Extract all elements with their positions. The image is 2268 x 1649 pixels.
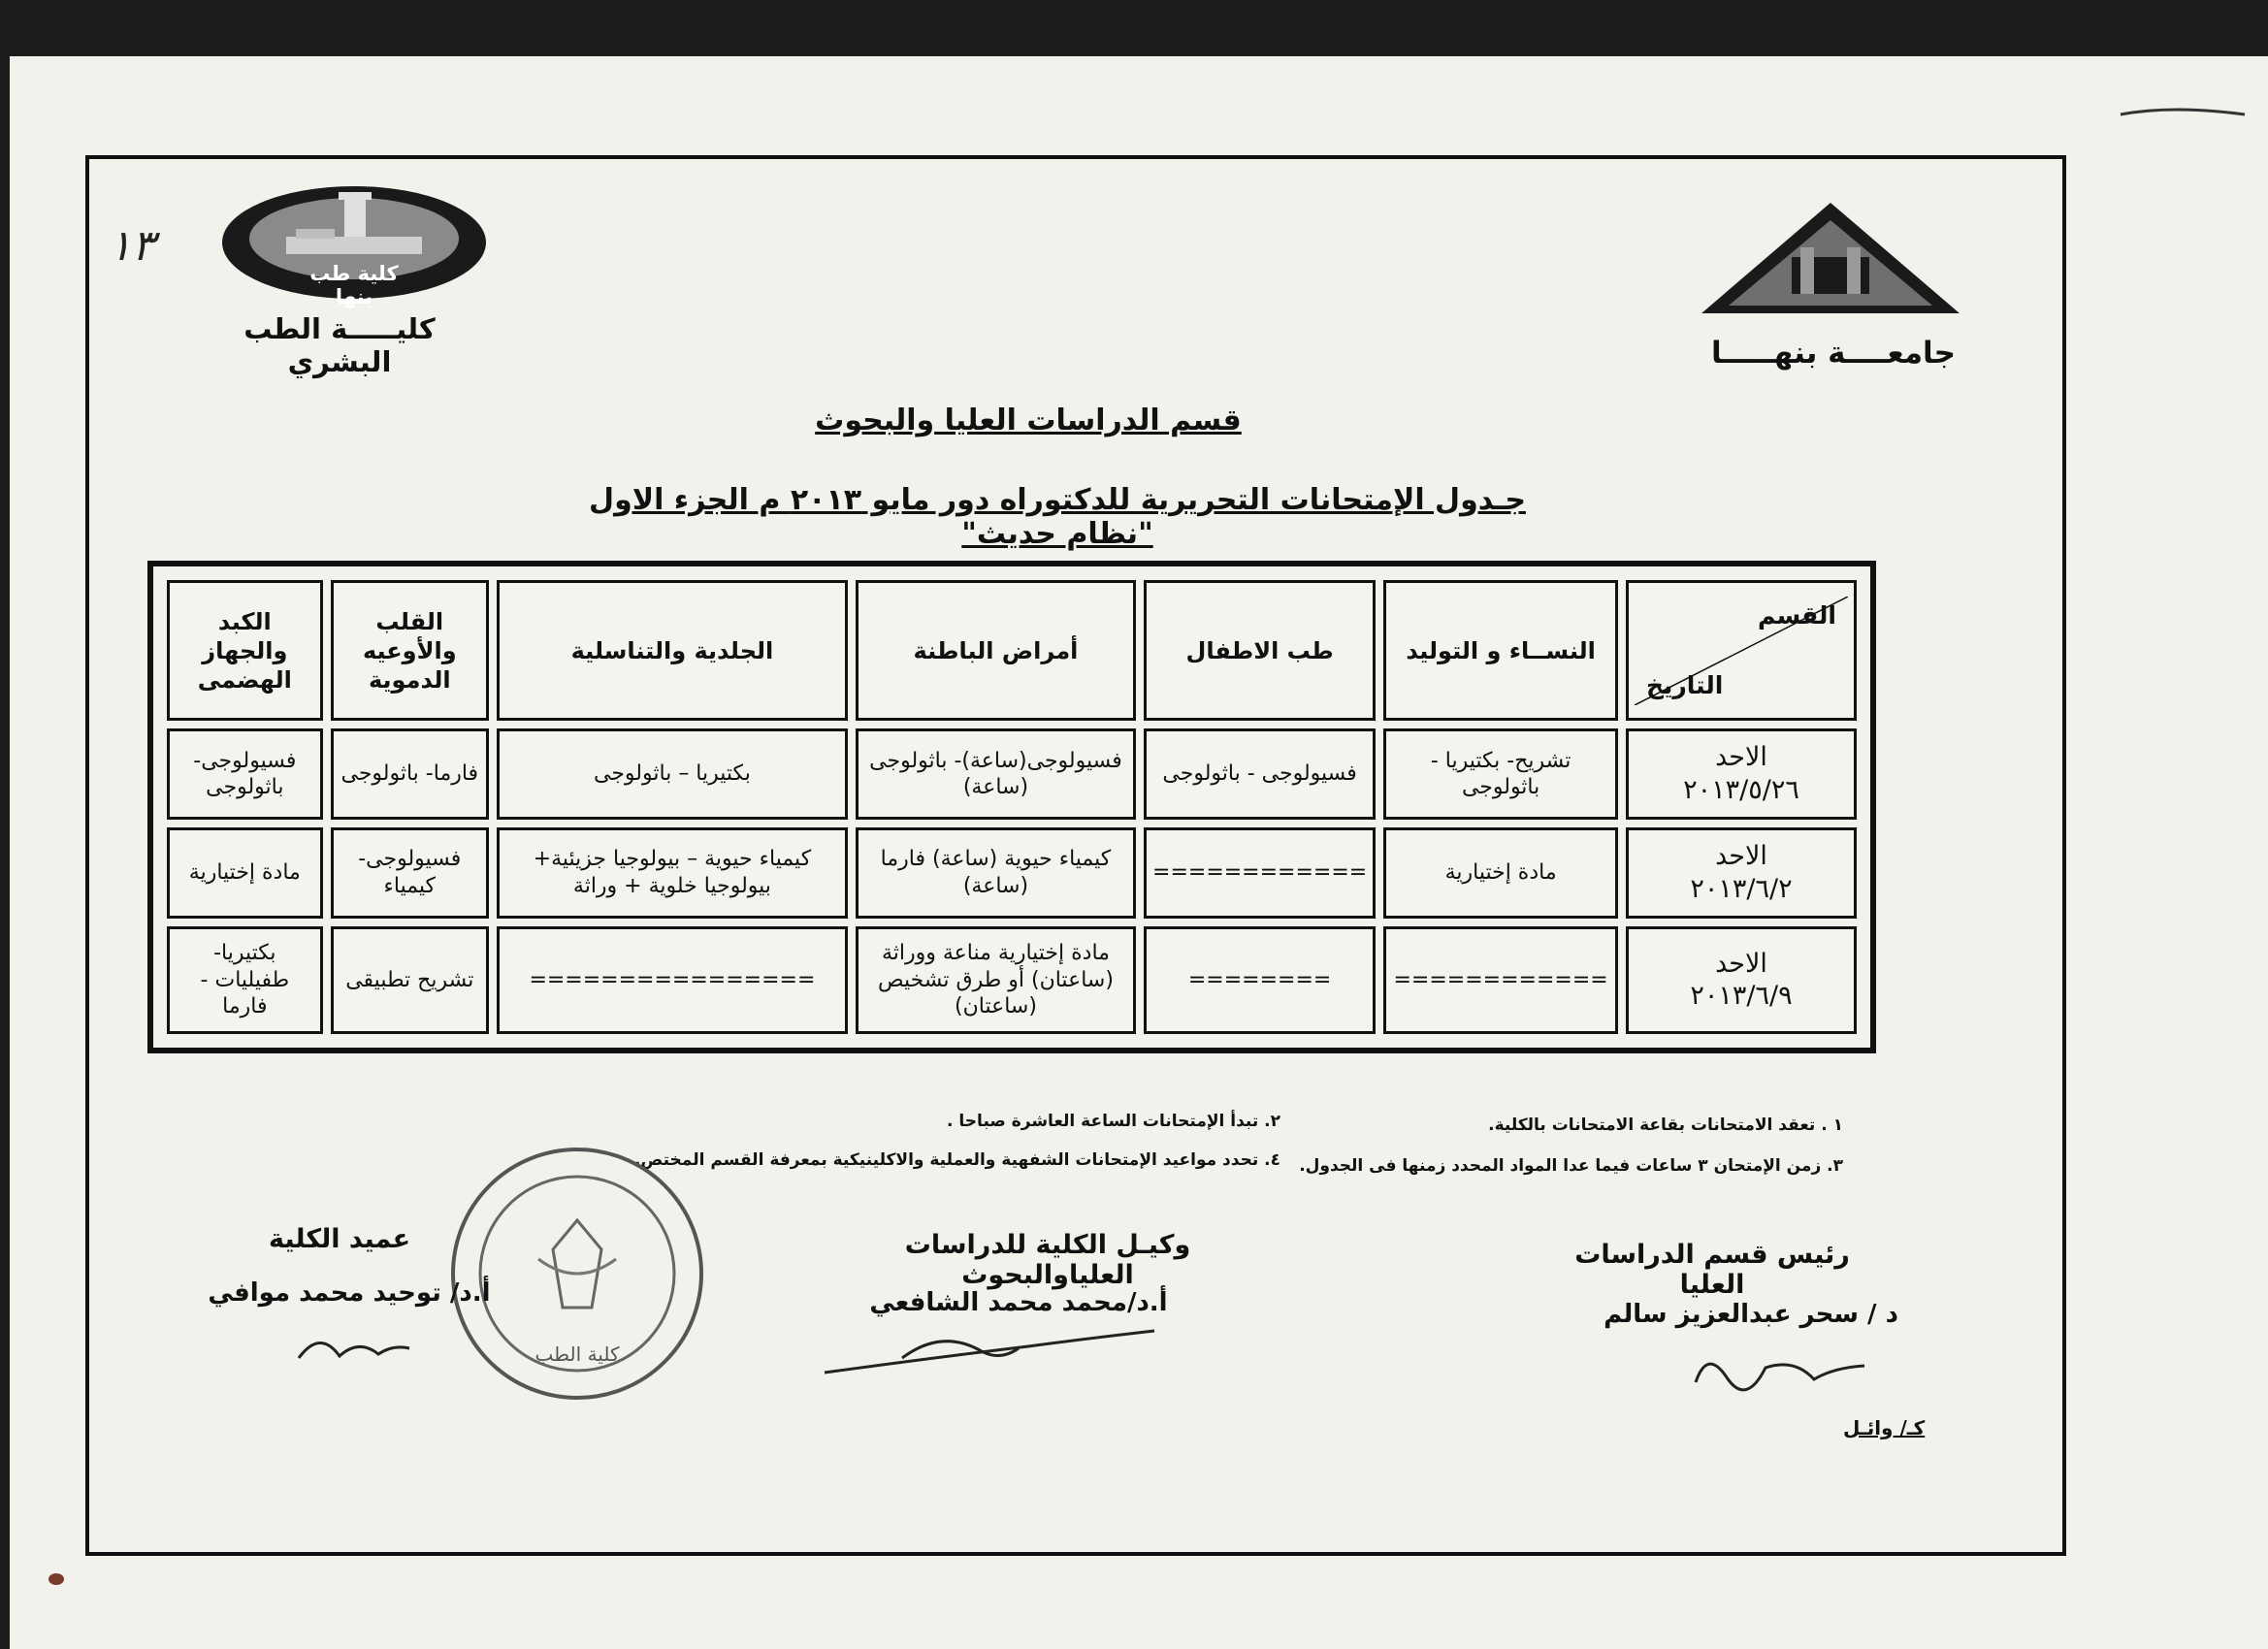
- date-cell: [1626, 926, 1857, 1034]
- day-label: الاحد: [1715, 948, 1767, 979]
- date-cell: [1626, 827, 1857, 919]
- handwritten-page-number: ١٣: [109, 221, 155, 271]
- table-cell: بكتيريا- طفيليات - فارما: [167, 926, 323, 1034]
- dept-head-name: د / سحر عبدالعزيز سالم: [1604, 1300, 1898, 1329]
- note-2: ٢. تبدأ الإمتحانات الساعة العاشرة صباحا .: [947, 1112, 1280, 1131]
- dean-signature: [291, 1319, 417, 1377]
- faculty-name: كليـــــة الطب البشري: [243, 312, 436, 378]
- column-header: أمراض الباطنة: [856, 580, 1136, 721]
- day-label: الاحد: [1715, 742, 1767, 773]
- department-title: قسم الدراسات العليا والبحوث: [815, 404, 1242, 437]
- corner-department-label: القسم: [1758, 600, 1836, 630]
- corner-date-label: التاريخ: [1646, 671, 1724, 700]
- table-cell: فسيولوجى - باثولوجى: [1144, 728, 1376, 820]
- date-label: ٢٠١٣/٦/٢: [1690, 873, 1793, 904]
- table-cell: ============: [1383, 926, 1618, 1034]
- date-label: ٢٠١٣/٥/٢٦: [1683, 775, 1799, 806]
- schedule-title: جـدول الإمتحانات التحريرية للدكتوراه دور مايو ٢٠١٣ م الجزء الاول "نظام حديث": [589, 483, 1526, 551]
- seal-text: كلية الطب: [535, 1342, 620, 1366]
- exam-schedule-table: [147, 561, 1876, 1053]
- vice-dean-name: أ.د/محمد محمد الشافعي: [869, 1288, 1168, 1317]
- vice-dean-title: وكيـل الكلية للدراسات العلياوالبحوث: [904, 1230, 1191, 1290]
- scratch-mark: [2115, 101, 2251, 140]
- table-cell: ============: [1144, 827, 1376, 919]
- table-cell: ================: [497, 926, 848, 1034]
- column-header: الجلدية والتناسلية: [497, 580, 848, 721]
- faculty-logo: [218, 182, 490, 308]
- table-header-row: [167, 580, 1857, 721]
- table-cell: فارما- باثولوجى: [331, 728, 489, 820]
- corner-cell: [1626, 580, 1857, 721]
- dean-name: أ.د/ توحيد محمد موافي: [208, 1278, 491, 1308]
- dept-head-signature: [1688, 1339, 1872, 1397]
- column-header: الكبد والجهاز الهضمى: [167, 580, 323, 721]
- column-header: النســاء و التوليد: [1383, 580, 1618, 721]
- date-label: ٢٠١٣/٦/٩: [1690, 981, 1793, 1012]
- table-row: [167, 926, 1857, 1034]
- table-cell: مادة إختيارية: [1383, 827, 1618, 919]
- table-cell: مادة إختيارية مناعة ووراثة (ساعتان) أو طرق تشخيص (ساعتان): [856, 926, 1136, 1034]
- note-3: ٣. زمن الإمتحان ٣ ساعات فيما عدا المواد المحدد زمنها فى الجدول.: [1299, 1156, 1843, 1176]
- table-cell: ========: [1144, 926, 1376, 1034]
- column-header: القلب والأوعيه الدموية: [331, 580, 489, 721]
- table-cell: تشريح- بكتيريا - باثولوجى: [1383, 728, 1618, 820]
- table-cell: تشريح تطبيقى: [331, 926, 489, 1034]
- schedule-grid: [159, 572, 1864, 1042]
- table-cell: كيمياء حيوية (ساعة) فارما (ساعة): [856, 827, 1136, 919]
- vice-dean-signature: [815, 1319, 1164, 1387]
- faculty-logo-text: كلية طب بنها: [309, 262, 399, 308]
- table-cell: كيمياء حيوية – بيولوجيا جزيئية+ بيولوجيا خلوية + وراثة: [497, 827, 848, 919]
- column-header: طب الاطفال: [1144, 580, 1376, 721]
- table-cell: فسيولوجى(ساعة)- باثولوجى (ساعة): [856, 728, 1136, 820]
- table-row: [167, 827, 1857, 919]
- official-seal: [446, 1143, 708, 1405]
- dept-head-title: رئيس قسم الدراسات العليا: [1574, 1240, 1850, 1300]
- table-row: [167, 728, 1857, 820]
- date-cell: [1626, 728, 1857, 820]
- dean-title: عميد الكلية: [268, 1224, 411, 1254]
- stain-mark: [49, 1573, 64, 1585]
- note-1: ١ . تعقد الامتحانات بقاعة الامتحانات بالكلية.: [1488, 1116, 1843, 1135]
- note-4: ٤. تحدد مواعيد الإمتحانات الشفهية والعملية والاكلينيكية بمعرفة القسم المختص.: [633, 1150, 1280, 1170]
- table-cell: فسيولوجى- باثولوجى: [167, 728, 323, 820]
- university-logo: [1700, 199, 1961, 320]
- table-cell: فسيولوجى- كيمياء: [331, 827, 489, 919]
- table-cell: بكتيريا – باثولوجى: [497, 728, 848, 820]
- university-name: جامعــــة بنهـــــا: [1710, 336, 1957, 371]
- reference-note: كـ/ وائـل: [1843, 1416, 1926, 1439]
- table-cell: مادة إختيارية: [167, 827, 323, 919]
- day-label: الاحد: [1715, 841, 1767, 872]
